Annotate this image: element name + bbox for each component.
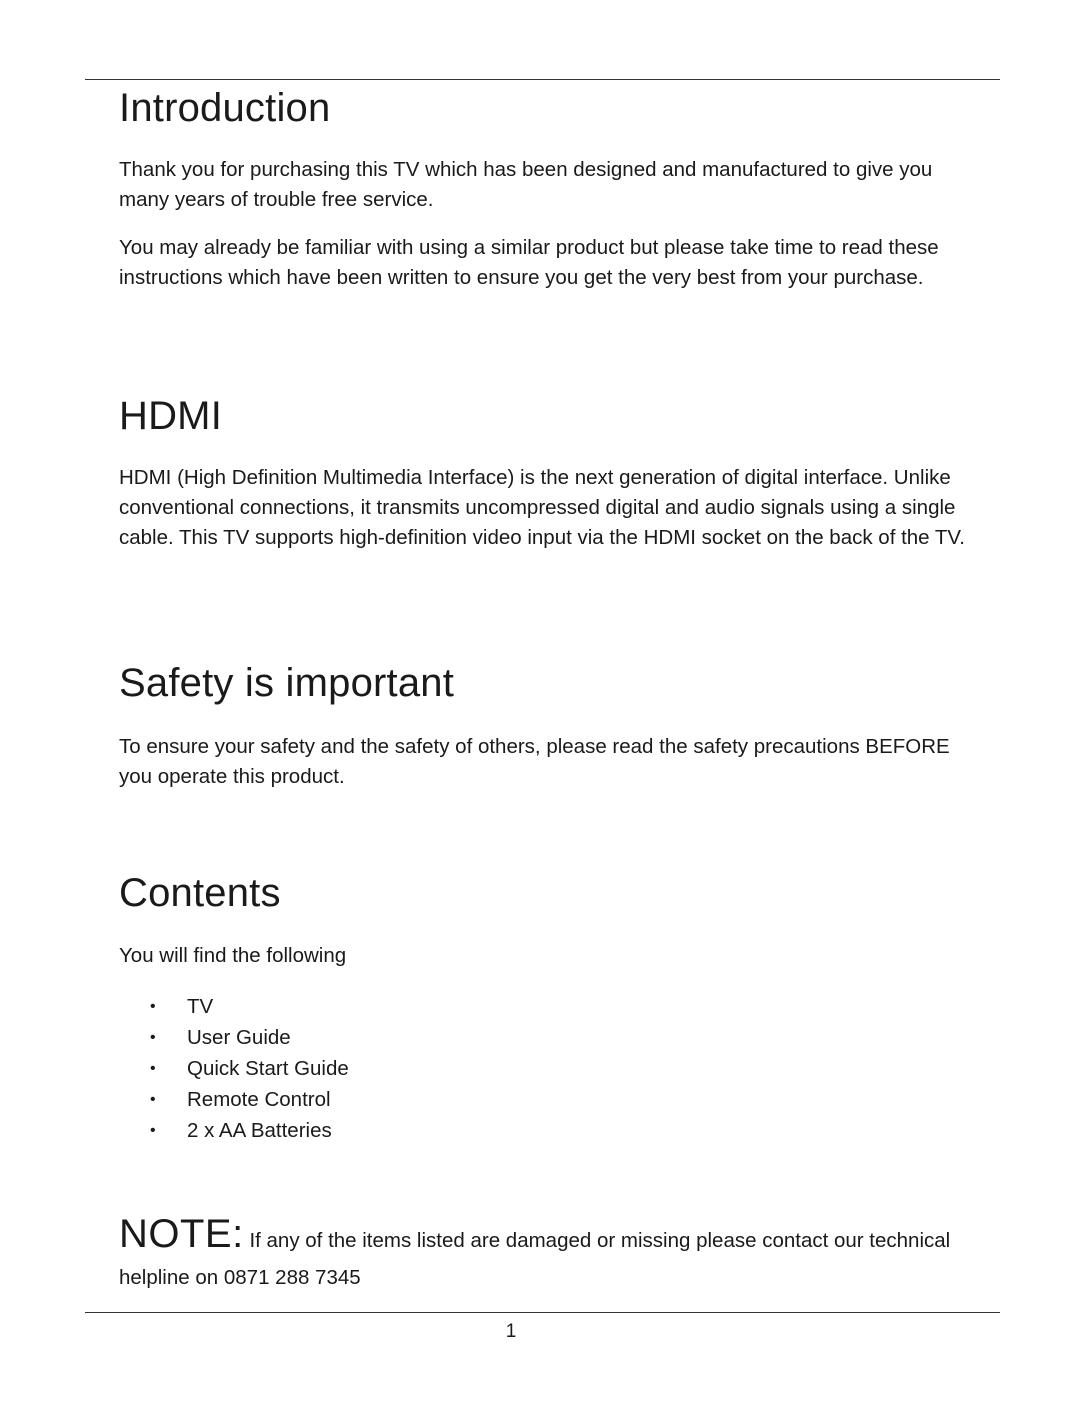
bullet-icon: • (150, 1029, 156, 1046)
contents-heading: Contents (119, 871, 281, 915)
bottom-rule (85, 1312, 1000, 1313)
introduction-heading: Introduction (119, 86, 331, 130)
list-item-label: TV (187, 995, 214, 1018)
page-number: 1 (505, 1321, 517, 1342)
introduction-paragraph-1: Thank you for purchasing this TV which has been designed and manufactured to give you many years of trouble free service. (119, 158, 933, 211)
bullet-icon: • (150, 998, 156, 1015)
list-item (150, 991, 349, 1022)
note-text: If any of the items listed are damaged or missing please contact our technical helpline on 0871 288 7345 (119, 1229, 951, 1289)
list-item-label: Remote Control (187, 1088, 331, 1111)
note-label: NOTE: (119, 1212, 244, 1256)
top-rule (85, 79, 1000, 80)
hdmi-paragraph: HDMI (High Definition Multimedia Interface) is the next generation of digital interface. Unlike conventional connections, it transmits uncompressed digital and audio signals using a single cable. This TV supports high-definition video input via the HDMI socket on the back of the TV. (119, 466, 965, 549)
bullet-icon: • (150, 1122, 156, 1139)
list-item (150, 1022, 349, 1053)
bullet-icon: • (150, 1091, 156, 1108)
introduction-paragraph-2: You may already be familiar with using a similar product but please take time to read these instructions which have been written to ensure you get the very best from your purchase. (119, 236, 939, 289)
contents-list (150, 991, 349, 1146)
hdmi-heading: HDMI (119, 394, 223, 438)
bullet-icon: • (150, 1060, 156, 1077)
list-item (150, 1115, 349, 1146)
safety-heading: Safety is important (119, 661, 455, 705)
safety-paragraph: To ensure your safety and the safety of others, please read the safety precautions BEFORE you operate this product. (119, 735, 950, 788)
list-item-label: Quick Start Guide (187, 1057, 349, 1080)
list-item-label: 2 x AA Batteries (187, 1119, 332, 1142)
list-item (150, 1084, 349, 1115)
contents-intro: You will find the following (119, 944, 347, 967)
list-item (150, 1053, 349, 1084)
note-block (119, 1212, 979, 1296)
list-item-label: User Guide (187, 1026, 291, 1049)
